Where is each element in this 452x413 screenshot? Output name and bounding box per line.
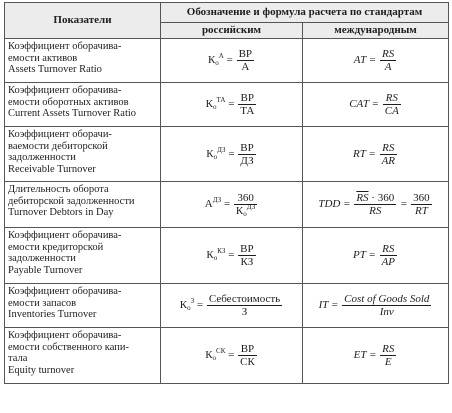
international-formula: IT = Cost of Goods Sold Inv [303, 284, 449, 328]
indicator-name: Коэффициент оборачива- емости собственного капи- тала Equity turnover [5, 328, 161, 384]
table-row [5, 228, 449, 284]
indicator-name: Коэффициент оборачи- ваемости дебиторской задолженности Receivable Turnover [5, 127, 161, 182]
international-formula: CAT = $\frac{RS}{CA}$ [303, 83, 449, 127]
header-international: международным [303, 23, 449, 39]
russian-formula: $К_о^А$ = ВР А [161, 39, 303, 83]
russian-formula: $К_о^{ДЗ}$ = ВР ДЗ [161, 127, 303, 182]
russian-formula: $К_о^{КЗ}$ = ВР КЗ [161, 228, 303, 284]
table-row [5, 328, 449, 384]
international-formula: ET = $\frac{RS}{E}$ [303, 328, 449, 384]
table-row [5, 83, 449, 127]
russian-formula: $К_о^З$ = Себестоимость З [161, 284, 303, 328]
international-formula: AT = $\frac{RS}{A}$ [303, 39, 449, 83]
indicator-name: Длительность оборота дебиторской задолженности Turnover Debtors in Day [5, 182, 161, 228]
indicator-name: Коэффициент оборачива- емости запасов Inventories Turnover [5, 284, 161, 328]
table-row [5, 39, 449, 83]
russian-formula: $К_о^{СК}$ = ВР СК [161, 328, 303, 384]
international-formula: RT = $\frac{RS}{AR}$ [303, 127, 449, 182]
table-row [5, 127, 449, 182]
russian-formula: $К_о^{ТА}$ = ВР ТА [161, 83, 303, 127]
indicator-name: Коэффициент оборачива- емости активов Assets Turnover Ratio [5, 39, 161, 83]
international-formula: PT = $\frac{RS}{AP}$ [303, 228, 449, 284]
header-indicators: Показатели [5, 3, 161, 39]
international-formula: TDD = $\frac{\overline{RS} \cdot 360}{RS}$ = $\frac{360}{RT}$ [303, 182, 449, 228]
header-designation: Обозначение и формула расчета по стандартам [161, 3, 449, 23]
indicator-name: Коэффициент оборачива- емости кредиторской задолженности Payable Turnover [5, 228, 161, 284]
formula-table [4, 2, 449, 384]
header-russian: российским [161, 23, 303, 39]
table-row [5, 284, 449, 328]
russian-formula: $А^{ДЗ}$ = 360 $К_о^{ДЗ}$ [161, 182, 303, 228]
indicator-name: Коэффициент оборачива- емости оборотных активов Current Assets Turnover Ratio [5, 83, 161, 127]
table-row [5, 182, 449, 228]
